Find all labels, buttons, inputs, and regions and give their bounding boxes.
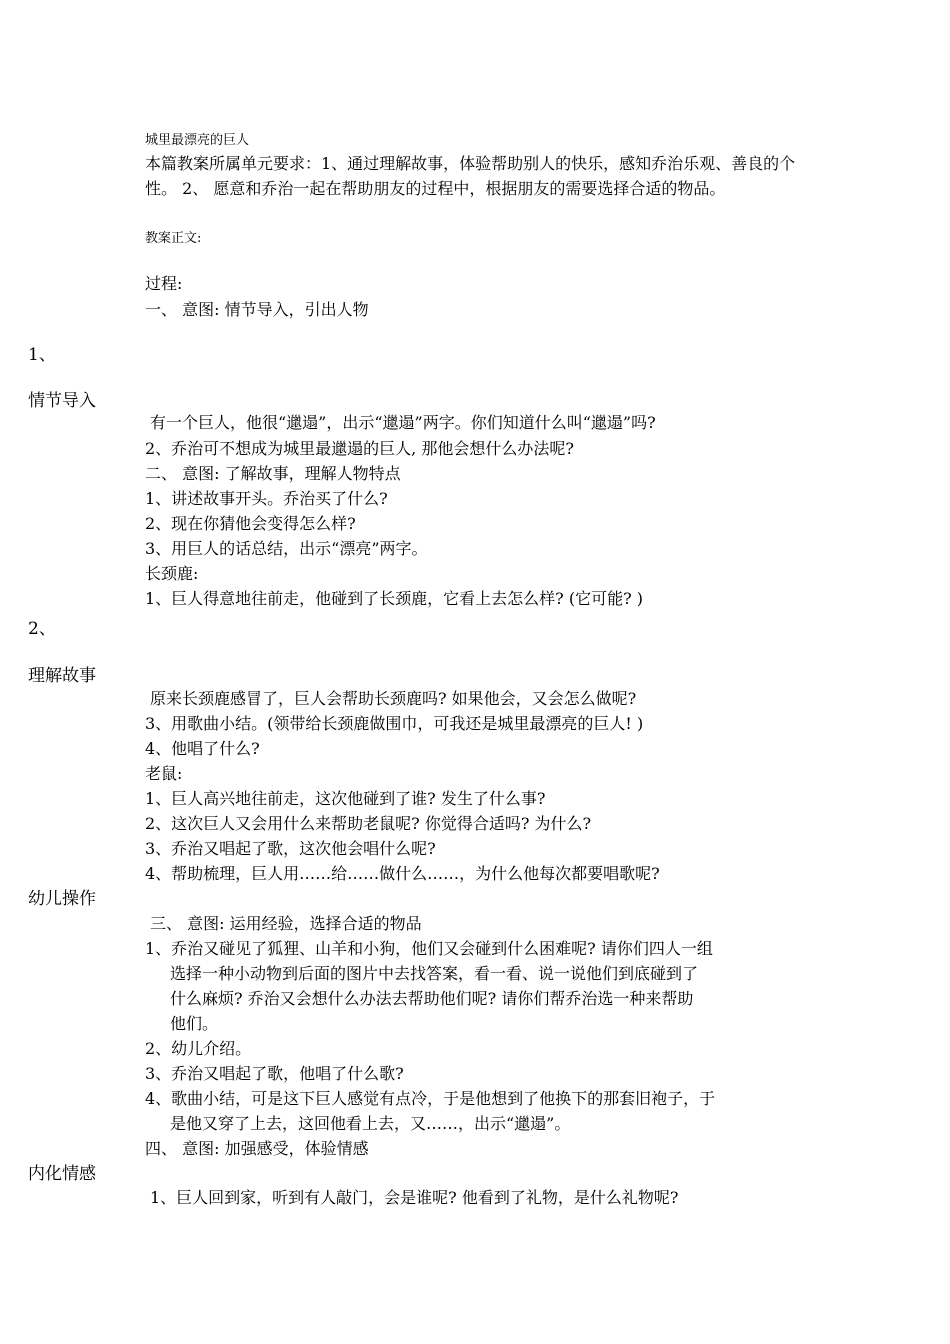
section-2-side-label: 理解故事 xyxy=(28,666,96,686)
section-3-line: 什么麻烦? 乔治又会想什么办法去帮助他们呢? 请你们帮乔治选一种来帮助 xyxy=(170,989,694,1008)
section-2-line: 1、巨人得意地往前走，他碰到了长颈鹿，它看上去怎么样? (它可能? ) xyxy=(145,589,643,608)
section-4-side-label: 内化情感 xyxy=(28,1164,96,1184)
unit-requirement-line1: 本篇教案所属单元要求：1、通过理解故事，体验帮助别人的快乐，感知乔治乐观、善良的个 xyxy=(145,154,796,173)
section-2-line: 1、讲述故事开头。乔治买了什么? xyxy=(145,489,388,508)
unit-requirement-line2: 性。 2、 愿意和乔治一起在帮助朋友的过程中，根据朋友的需要选择合适的物品。 xyxy=(145,179,726,198)
section-1-heading: 一、 意图: 情节导入，引出人物 xyxy=(145,300,369,319)
section-2-subheading-mouse: 老鼠: xyxy=(145,764,183,783)
section-4-line: 1、巨人回到家，听到有人敲门，会是谁呢? 他看到了礼物，是什么礼物呢? xyxy=(150,1188,679,1207)
section-3-line: 2、幼儿介绍。 xyxy=(145,1039,252,1058)
section-4-heading: 四、 意图: 加强感受，体验情感 xyxy=(145,1139,369,1158)
section-2-line: 原来长颈鹿感冒了，巨人会帮助长颈鹿吗? 如果他会，又会怎么做呢? xyxy=(150,689,637,708)
section-2-line: 4、他唱了什么? xyxy=(145,739,260,758)
section-2-line: 1、巨人高兴地往前走，这次他碰到了谁? 发生了什么事? xyxy=(145,789,546,808)
section-2-line: 4、帮助梳理，巨人用……给……做什么……，为什么他每次都要唱歌呢? xyxy=(145,864,660,883)
section-3-line: 4、歌曲小结，可是这下巨人感觉有点冷，于是他想到了他换下的那套旧袍子，于 xyxy=(145,1089,716,1108)
section-1-line: 2、乔治可不想成为城里最邋遢的巨人, 那他会想什么办法呢? xyxy=(145,439,574,458)
section-3-line: 3、乔治又唱起了歌，他唱了什么歌? xyxy=(145,1064,404,1083)
section-2-line: 3、乔治又唱起了歌，这次他会唱什么呢? xyxy=(145,839,436,858)
section-3-side-label: 幼儿操作 xyxy=(28,889,96,909)
section-3-line: 1、乔治又碰见了狐狸、山羊和小狗，他们又会碰到什么困难呢? 请你们四人一组 xyxy=(145,939,713,958)
section-3-line: 是他又穿了上去，这回他看上去，又……，出示“邋遢”。 xyxy=(170,1114,571,1133)
section-2-side-number: 2、 xyxy=(28,619,56,639)
section-1-side-number: 1、 xyxy=(28,345,56,365)
section-2-line: 3、用巨人的话总结，出示“漂亮”两字。 xyxy=(145,539,428,558)
section-2-heading: 二、 意图: 了解故事，理解人物特点 xyxy=(145,464,401,483)
section-2-line: 2、现在你猜他会变得怎么样? xyxy=(145,514,356,533)
process-label: 过程: xyxy=(145,274,183,293)
body-label: 教案正文: xyxy=(145,231,202,246)
section-3-heading: 三、 意图: 运用经验，选择合适的物品 xyxy=(150,914,422,933)
section-1-side-label: 情节导入 xyxy=(28,391,96,411)
section-3-line: 选择一种小动物到后面的图片中去找答案，看一看、说一说他们到底碰到了 xyxy=(170,964,699,983)
section-3-line: 他们。 xyxy=(170,1014,219,1033)
section-2-line: 2、这次巨人又会用什么来帮助老鼠呢? 你觉得合适吗? 为什么? xyxy=(145,814,592,833)
section-1-line: 有一个巨人，他很“邋遢”，出示“邋遢”两字。你们知道什么叫“邋遢”吗? xyxy=(150,413,656,432)
section-2-line: 3、用歌曲小结。(领带给长颈鹿做围巾，可我还是城里最漂亮的巨人! ) xyxy=(145,714,644,733)
doc-title: 城里最漂亮的巨人 xyxy=(145,133,250,148)
section-2-subheading-giraffe: 长颈鹿: xyxy=(145,564,199,583)
